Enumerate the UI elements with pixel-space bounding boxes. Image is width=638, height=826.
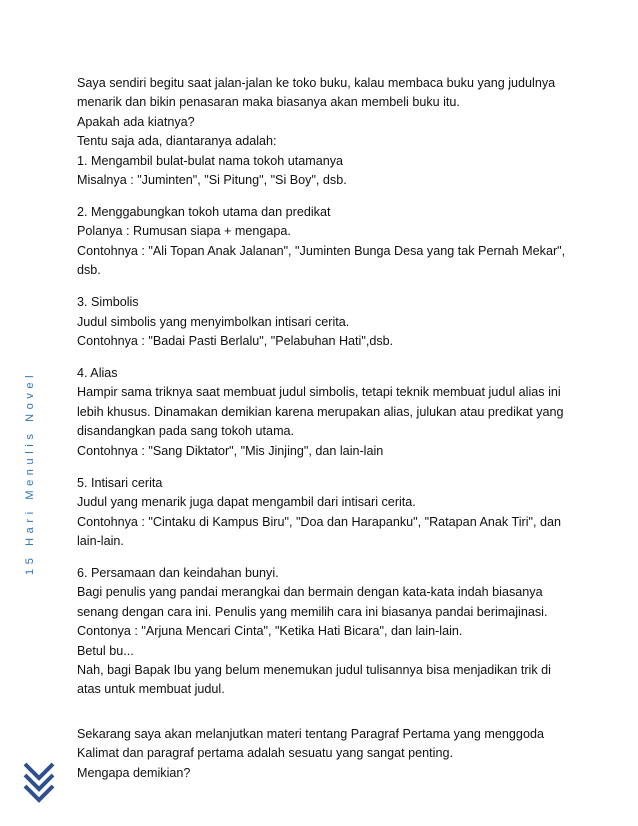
paragraph [77, 203, 577, 281]
text-line: Contohnya : "Sang Diktator", "Mis Jinjing", dan lain-lain [77, 443, 384, 458]
text-line: Betul bu... [77, 643, 134, 658]
text-line: senang dengan cara ini. Penulis yang memilih cara ini biasanya pandai berimajinasi. [77, 604, 548, 619]
text-line: Judul yang menarik juga dapat mengambil dari intisari cerita. [77, 495, 416, 510]
text-line: lain-lain. [77, 533, 124, 548]
text-line: Bagi penulis yang pandai merangkai dan bermain dengan kata-kata indah biasanya [77, 585, 543, 600]
paragraph-gap [77, 551, 577, 564]
text-line: atas untuk membuat judul. [77, 682, 225, 697]
paragraph [77, 474, 577, 552]
paragraph-gap [77, 351, 577, 364]
paragraph [77, 725, 577, 783]
text-line: Nah, bagi Bapak Ibu yang belum menemukan judul tulisannya bisa menjadikan trik di [77, 662, 551, 677]
text-line: 2. Menggabungkan tokoh utama dan predikat [77, 205, 331, 220]
text-line: Contonya : "Arjuna Mencari Cinta", "Ketika Hati Bicara", dan lain-lain. [77, 624, 463, 639]
paragraph-gap [77, 461, 577, 474]
text-line: menarik dan bikin penasaran maka biasanya akan membeli buku itu. [77, 95, 460, 110]
text-line: Hampir sama triknya saat membuat judul simbolis, tetapi teknik membuat judul alias ini [77, 385, 561, 400]
body-text [77, 74, 577, 783]
text-line: Contohnya : "Badai Pasti Berlalu", "Pelabuhan Hati",dsb. [77, 334, 394, 349]
text-line: 5. Intisari cerita [77, 475, 163, 490]
text-line: Saya sendiri begitu saat jalan-jalan ke toko buku, kalau membaca buku yang judulnya [77, 76, 556, 90]
text-line: Polanya : Rumusan siapa + mengapa. [77, 224, 291, 239]
text-line: 4. Alias [77, 366, 118, 381]
text-line: Mengapa demikian? [77, 765, 191, 780]
text-line: 1. Mengambil bulat-bulat nama tokoh utamanya [77, 153, 344, 168]
text-line: Kalimat dan paragraf pertama adalah sesuatu yang sangat penting. [77, 746, 453, 761]
text-line: lebih khusus. Dinamakan demikian karena merupakan alias, julukan atau predikat yang [77, 404, 564, 419]
text-line: disandangkan pada sang tokoh utama. [77, 424, 295, 439]
paragraph-gap [77, 190, 577, 203]
text-line: Sekarang saya akan melanjutkan materi tentang Paragraf Pertama yang menggoda [77, 726, 544, 741]
paragraph [77, 564, 577, 700]
text-line: 3. Simbolis [77, 295, 139, 310]
paragraph-gap [77, 700, 577, 725]
text-line: Contohnya : "Cintaku di Kampus Biru", "Doa dan Harapanku", "Ratapan Anak Tiri", dan [77, 514, 561, 529]
text-line: Contohnya : "Ali Topan Anak Jalanan", "Juminten Bunga Desa yang tak Pernah Mekar", [77, 243, 566, 258]
text-line: 6. Persamaan dan keindahan bunyi. [77, 565, 279, 580]
paragraph [77, 364, 577, 461]
side-running-title: 15 Hari Menulis Novel [24, 370, 36, 575]
text-line: Misalnya : "Juminten", "Si Pitung", "Si Boy", dsb. [77, 173, 347, 188]
paragraph [77, 293, 577, 351]
double-chevron-down-icon [22, 760, 56, 808]
text-line: Judul simbolis yang menyimbolkan intisari cerita. [77, 314, 350, 329]
text-line: Apakah ada kiatnya? [77, 114, 195, 129]
text-line: dsb. [77, 263, 101, 278]
text-line: Tentu saja ada, diantaranya adalah: [77, 134, 277, 149]
paragraph [77, 74, 577, 190]
paragraph-gap [77, 281, 577, 294]
